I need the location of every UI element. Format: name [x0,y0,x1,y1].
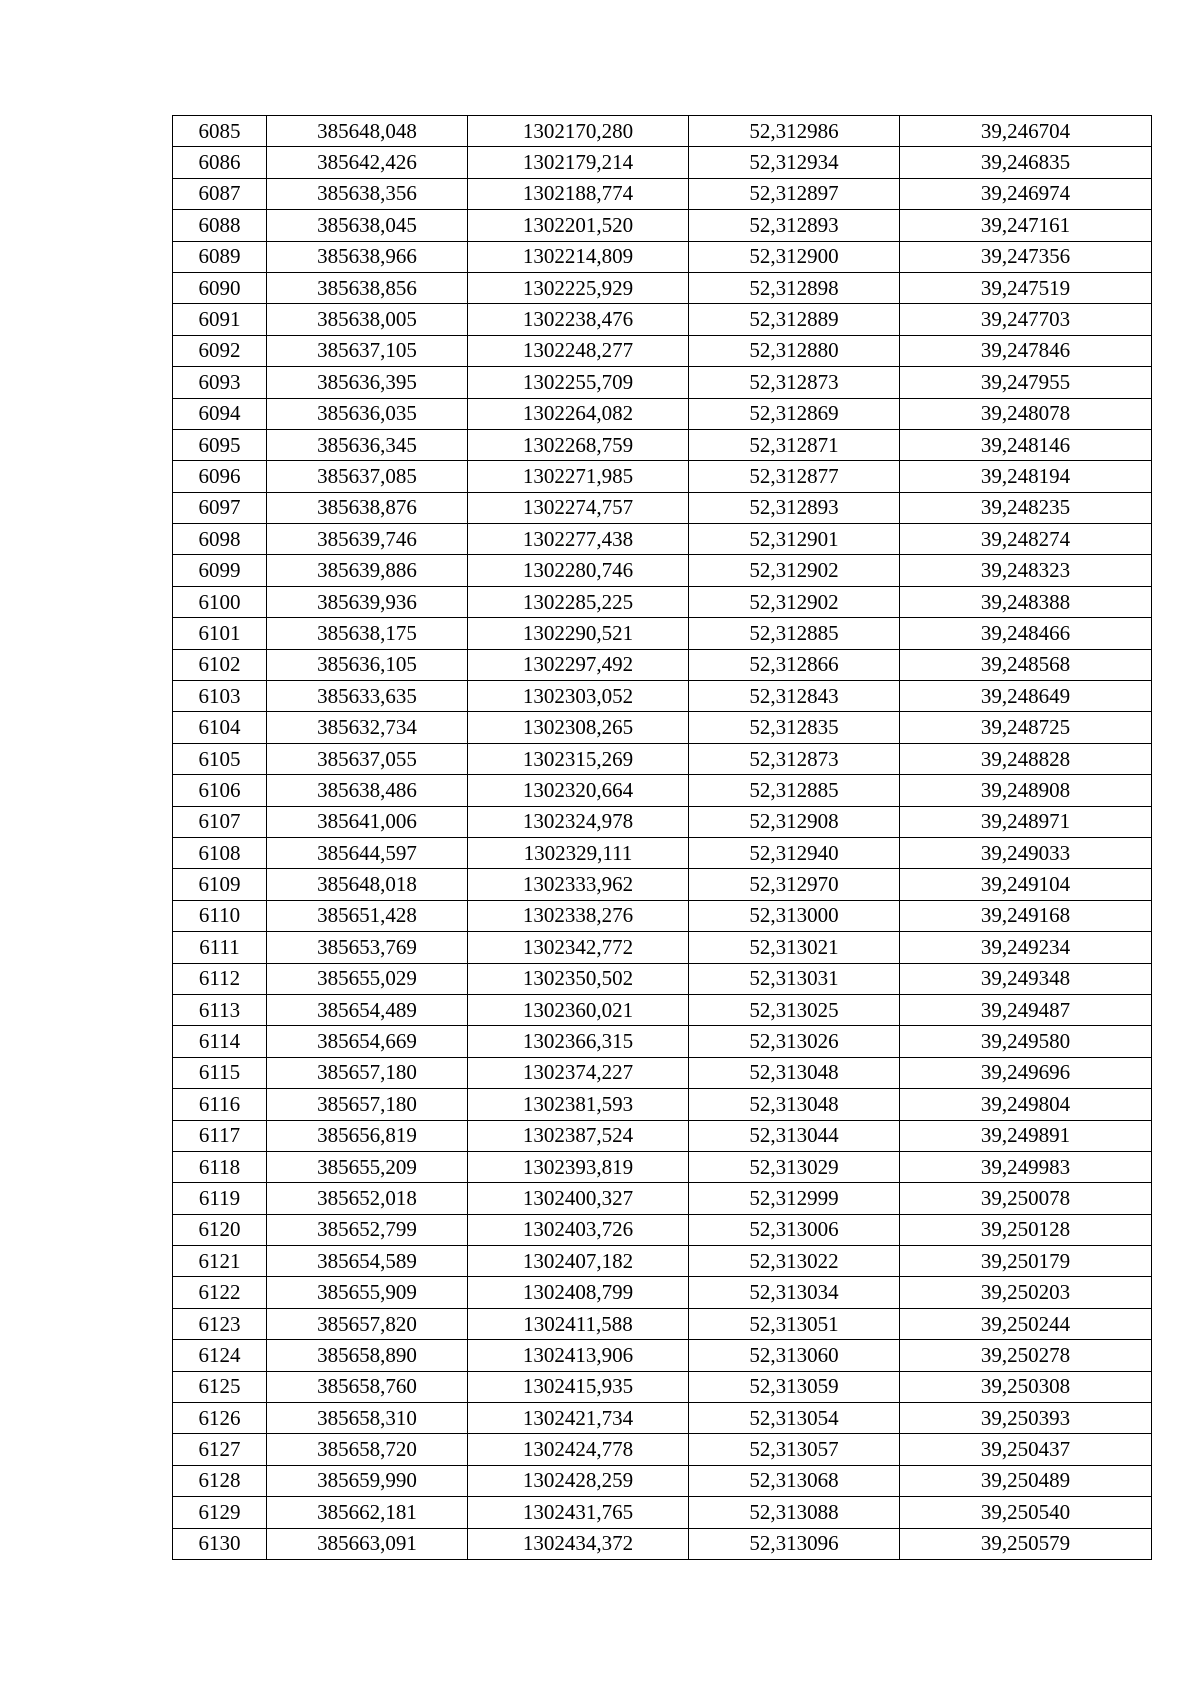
point-number-cell: 6111 [173,932,267,963]
x-coordinate-cell: 385642,426 [267,147,468,178]
longitude-cell: 39,250128 [900,1214,1152,1245]
latitude-cell: 52,312843 [689,681,900,712]
x-coordinate-cell: 385653,769 [267,932,468,963]
longitude-cell: 39,249696 [900,1057,1152,1088]
table-row [173,869,1152,900]
longitude-cell: 39,250179 [900,1246,1152,1277]
point-number-cell: 6118 [173,1151,267,1182]
point-number-cell: 6106 [173,775,267,806]
y-coordinate-cell: 1302268,759 [468,429,689,460]
y-coordinate-cell: 1302366,315 [468,1026,689,1057]
latitude-cell: 52,313096 [689,1528,900,1559]
x-coordinate-cell: 385632,734 [267,712,468,743]
point-number-cell: 6097 [173,492,267,523]
y-coordinate-cell: 1302274,757 [468,492,689,523]
longitude-cell: 39,249487 [900,994,1152,1025]
y-coordinate-cell: 1302415,935 [468,1371,689,1402]
table-row [173,147,1152,178]
longitude-cell: 39,248908 [900,775,1152,806]
coordinates-table-body [173,116,1152,1560]
table-row [173,932,1152,963]
y-coordinate-cell: 1302271,985 [468,461,689,492]
table-row [173,1183,1152,1214]
table-row [173,1497,1152,1528]
longitude-cell: 39,247703 [900,304,1152,335]
table-row [173,1089,1152,1120]
latitude-cell: 52,313034 [689,1277,900,1308]
y-coordinate-cell: 1302214,809 [468,241,689,272]
latitude-cell: 52,312902 [689,586,900,617]
latitude-cell: 52,312901 [689,524,900,555]
x-coordinate-cell: 385655,029 [267,963,468,994]
table-row [173,461,1152,492]
table-row [173,649,1152,680]
x-coordinate-cell: 385655,909 [267,1277,468,1308]
longitude-cell: 39,246704 [900,116,1152,147]
longitude-cell: 39,250579 [900,1528,1152,1559]
table-row [173,1246,1152,1277]
longitude-cell: 39,249348 [900,963,1152,994]
latitude-cell: 52,313054 [689,1403,900,1434]
point-number-cell: 6120 [173,1214,267,1245]
y-coordinate-cell: 1302381,593 [468,1089,689,1120]
y-coordinate-cell: 1302248,277 [468,335,689,366]
x-coordinate-cell: 385638,045 [267,210,468,241]
table-row [173,492,1152,523]
table-row [173,1120,1152,1151]
latitude-cell: 52,313048 [689,1089,900,1120]
table-row [173,712,1152,743]
table-row [173,837,1152,868]
y-coordinate-cell: 1302238,476 [468,304,689,335]
longitude-cell: 39,248568 [900,649,1152,680]
table-row [173,178,1152,209]
longitude-cell: 39,250540 [900,1497,1152,1528]
y-coordinate-cell: 1302350,502 [468,963,689,994]
table-row [173,900,1152,931]
table-row [173,116,1152,147]
y-coordinate-cell: 1302428,259 [468,1465,689,1496]
longitude-cell: 39,248323 [900,555,1152,586]
point-number-cell: 6105 [173,743,267,774]
longitude-cell: 39,247161 [900,210,1152,241]
table-row [173,1465,1152,1496]
latitude-cell: 52,313006 [689,1214,900,1245]
y-coordinate-cell: 1302333,962 [468,869,689,900]
latitude-cell: 52,313031 [689,963,900,994]
y-coordinate-cell: 1302342,772 [468,932,689,963]
y-coordinate-cell: 1302387,524 [468,1120,689,1151]
x-coordinate-cell: 385656,819 [267,1120,468,1151]
latitude-cell: 52,312999 [689,1183,900,1214]
x-coordinate-cell: 385636,105 [267,649,468,680]
latitude-cell: 52,313059 [689,1371,900,1402]
table-row [173,681,1152,712]
table-row [173,1434,1152,1465]
y-coordinate-cell: 1302400,327 [468,1183,689,1214]
y-coordinate-cell: 1302303,052 [468,681,689,712]
x-coordinate-cell: 385636,345 [267,429,468,460]
latitude-cell: 52,313000 [689,900,900,931]
point-number-cell: 6101 [173,618,267,649]
point-number-cell: 6099 [173,555,267,586]
longitude-cell: 39,250437 [900,1434,1152,1465]
latitude-cell: 52,313029 [689,1151,900,1182]
table-row [173,806,1152,837]
y-coordinate-cell: 1302170,280 [468,116,689,147]
latitude-cell: 52,312893 [689,210,900,241]
y-coordinate-cell: 1302403,726 [468,1214,689,1245]
point-number-cell: 6113 [173,994,267,1025]
y-coordinate-cell: 1302434,372 [468,1528,689,1559]
point-number-cell: 6110 [173,900,267,931]
y-coordinate-cell: 1302264,082 [468,398,689,429]
x-coordinate-cell: 385658,720 [267,1434,468,1465]
point-number-cell: 6085 [173,116,267,147]
point-number-cell: 6095 [173,429,267,460]
point-number-cell: 6088 [173,210,267,241]
x-coordinate-cell: 385639,746 [267,524,468,555]
longitude-cell: 39,248388 [900,586,1152,617]
point-number-cell: 6094 [173,398,267,429]
x-coordinate-cell: 385639,936 [267,586,468,617]
latitude-cell: 52,312940 [689,837,900,868]
latitude-cell: 52,313060 [689,1340,900,1371]
y-coordinate-cell: 1302308,265 [468,712,689,743]
y-coordinate-cell: 1302225,929 [468,272,689,303]
y-coordinate-cell: 1302393,819 [468,1151,689,1182]
x-coordinate-cell: 385636,035 [267,398,468,429]
x-coordinate-cell: 385644,597 [267,837,468,868]
table-row [173,555,1152,586]
x-coordinate-cell: 385641,006 [267,806,468,837]
longitude-cell: 39,248235 [900,492,1152,523]
point-number-cell: 6119 [173,1183,267,1214]
x-coordinate-cell: 385654,489 [267,994,468,1025]
point-number-cell: 6126 [173,1403,267,1434]
point-number-cell: 6130 [173,1528,267,1559]
x-coordinate-cell: 385639,886 [267,555,468,586]
table-row [173,398,1152,429]
latitude-cell: 52,313057 [689,1434,900,1465]
latitude-cell: 52,312986 [689,116,900,147]
longitude-cell: 39,248466 [900,618,1152,649]
x-coordinate-cell: 385637,085 [267,461,468,492]
y-coordinate-cell: 1302315,269 [468,743,689,774]
latitude-cell: 52,312902 [689,555,900,586]
longitude-cell: 39,248078 [900,398,1152,429]
longitude-cell: 39,249033 [900,837,1152,868]
point-number-cell: 6125 [173,1371,267,1402]
table-row [173,994,1152,1025]
latitude-cell: 52,312900 [689,241,900,272]
table-row [173,1057,1152,1088]
point-number-cell: 6114 [173,1026,267,1057]
latitude-cell: 52,312897 [689,178,900,209]
table-row [173,586,1152,617]
table-row [173,963,1152,994]
latitude-cell: 52,312885 [689,618,900,649]
x-coordinate-cell: 385657,820 [267,1308,468,1339]
longitude-cell: 39,249580 [900,1026,1152,1057]
latitude-cell: 52,313068 [689,1465,900,1496]
y-coordinate-cell: 1302280,746 [468,555,689,586]
latitude-cell: 52,312880 [689,335,900,366]
table-row [173,1214,1152,1245]
latitude-cell: 52,312934 [689,147,900,178]
x-coordinate-cell: 385657,180 [267,1089,468,1120]
latitude-cell: 52,313021 [689,932,900,963]
x-coordinate-cell: 385648,048 [267,116,468,147]
table-row [173,1151,1152,1182]
table-row [173,618,1152,649]
y-coordinate-cell: 1302360,021 [468,994,689,1025]
longitude-cell: 39,250078 [900,1183,1152,1214]
x-coordinate-cell: 385637,105 [267,335,468,366]
table-row [173,367,1152,398]
y-coordinate-cell: 1302407,182 [468,1246,689,1277]
table-row [173,1403,1152,1434]
point-number-cell: 6116 [173,1089,267,1120]
longitude-cell: 39,249891 [900,1120,1152,1151]
longitude-cell: 39,249983 [900,1151,1152,1182]
longitude-cell: 39,247519 [900,272,1152,303]
y-coordinate-cell: 1302324,978 [468,806,689,837]
point-number-cell: 6086 [173,147,267,178]
x-coordinate-cell: 385652,799 [267,1214,468,1245]
longitude-cell: 39,250489 [900,1465,1152,1496]
point-number-cell: 6124 [173,1340,267,1371]
point-number-cell: 6109 [173,869,267,900]
y-coordinate-cell: 1302285,225 [468,586,689,617]
latitude-cell: 52,312893 [689,492,900,523]
x-coordinate-cell: 385658,310 [267,1403,468,1434]
y-coordinate-cell: 1302320,664 [468,775,689,806]
longitude-cell: 39,248649 [900,681,1152,712]
longitude-cell: 39,248828 [900,743,1152,774]
point-number-cell: 6089 [173,241,267,272]
latitude-cell: 52,312877 [689,461,900,492]
y-coordinate-cell: 1302431,765 [468,1497,689,1528]
latitude-cell: 52,313022 [689,1246,900,1277]
latitude-cell: 52,312889 [689,304,900,335]
x-coordinate-cell: 385638,856 [267,272,468,303]
latitude-cell: 52,312873 [689,743,900,774]
coordinates-table [172,115,1152,1560]
point-number-cell: 6123 [173,1308,267,1339]
longitude-cell: 39,248194 [900,461,1152,492]
table-row [173,272,1152,303]
y-coordinate-cell: 1302413,906 [468,1340,689,1371]
point-number-cell: 6102 [173,649,267,680]
y-coordinate-cell: 1302297,492 [468,649,689,680]
x-coordinate-cell: 385657,180 [267,1057,468,1088]
y-coordinate-cell: 1302424,778 [468,1434,689,1465]
x-coordinate-cell: 385651,428 [267,900,468,931]
table-row [173,1277,1152,1308]
point-number-cell: 6091 [173,304,267,335]
longitude-cell: 39,248274 [900,524,1152,555]
table-row [173,743,1152,774]
y-coordinate-cell: 1302201,520 [468,210,689,241]
point-number-cell: 6129 [173,1497,267,1528]
point-number-cell: 6104 [173,712,267,743]
y-coordinate-cell: 1302277,438 [468,524,689,555]
latitude-cell: 52,313026 [689,1026,900,1057]
table-row [173,524,1152,555]
x-coordinate-cell: 385636,395 [267,367,468,398]
longitude-cell: 39,246835 [900,147,1152,178]
point-number-cell: 6122 [173,1277,267,1308]
table-row [173,429,1152,460]
x-coordinate-cell: 385654,589 [267,1246,468,1277]
y-coordinate-cell: 1302179,214 [468,147,689,178]
table-row [173,1528,1152,1559]
point-number-cell: 6087 [173,178,267,209]
y-coordinate-cell: 1302329,111 [468,837,689,868]
point-number-cell: 6115 [173,1057,267,1088]
latitude-cell: 52,312885 [689,775,900,806]
latitude-cell: 52,312898 [689,272,900,303]
longitude-cell: 39,249234 [900,932,1152,963]
x-coordinate-cell: 385638,356 [267,178,468,209]
table-row [173,1026,1152,1057]
table-row [173,210,1152,241]
table-row [173,775,1152,806]
table-row [173,335,1152,366]
x-coordinate-cell: 385648,018 [267,869,468,900]
point-number-cell: 6092 [173,335,267,366]
x-coordinate-cell: 385658,760 [267,1371,468,1402]
y-coordinate-cell: 1302188,774 [468,178,689,209]
x-coordinate-cell: 385658,890 [267,1340,468,1371]
x-coordinate-cell: 385638,966 [267,241,468,272]
latitude-cell: 52,312970 [689,869,900,900]
table-row [173,241,1152,272]
point-number-cell: 6117 [173,1120,267,1151]
longitude-cell: 39,247356 [900,241,1152,272]
x-coordinate-cell: 385637,055 [267,743,468,774]
longitude-cell: 39,250393 [900,1403,1152,1434]
point-number-cell: 6128 [173,1465,267,1496]
y-coordinate-cell: 1302408,799 [468,1277,689,1308]
point-number-cell: 6100 [173,586,267,617]
point-number-cell: 6098 [173,524,267,555]
table-row [173,1371,1152,1402]
longitude-cell: 39,249804 [900,1089,1152,1120]
longitude-cell: 39,248971 [900,806,1152,837]
x-coordinate-cell: 385654,669 [267,1026,468,1057]
point-number-cell: 6096 [173,461,267,492]
y-coordinate-cell: 1302411,588 [468,1308,689,1339]
latitude-cell: 52,312866 [689,649,900,680]
x-coordinate-cell: 385638,876 [267,492,468,523]
x-coordinate-cell: 385652,018 [267,1183,468,1214]
x-coordinate-cell: 385638,175 [267,618,468,649]
longitude-cell: 39,250203 [900,1277,1152,1308]
point-number-cell: 6121 [173,1246,267,1277]
longitude-cell: 39,250244 [900,1308,1152,1339]
longitude-cell: 39,249104 [900,869,1152,900]
latitude-cell: 52,312873 [689,367,900,398]
y-coordinate-cell: 1302374,227 [468,1057,689,1088]
longitude-cell: 39,248725 [900,712,1152,743]
longitude-cell: 39,249168 [900,900,1152,931]
x-coordinate-cell: 385638,005 [267,304,468,335]
latitude-cell: 52,313088 [689,1497,900,1528]
table-row [173,1340,1152,1371]
y-coordinate-cell: 1302255,709 [468,367,689,398]
point-number-cell: 6112 [173,963,267,994]
latitude-cell: 52,313025 [689,994,900,1025]
y-coordinate-cell: 1302338,276 [468,900,689,931]
x-coordinate-cell: 385663,091 [267,1528,468,1559]
longitude-cell: 39,246974 [900,178,1152,209]
longitude-cell: 39,250278 [900,1340,1152,1371]
table-row [173,304,1152,335]
table-row [173,1308,1152,1339]
y-coordinate-cell: 1302290,521 [468,618,689,649]
point-number-cell: 6093 [173,367,267,398]
longitude-cell: 39,247846 [900,335,1152,366]
x-coordinate-cell: 385655,209 [267,1151,468,1182]
longitude-cell: 39,248146 [900,429,1152,460]
latitude-cell: 52,312869 [689,398,900,429]
x-coordinate-cell: 385633,635 [267,681,468,712]
point-number-cell: 6127 [173,1434,267,1465]
latitude-cell: 52,313044 [689,1120,900,1151]
point-number-cell: 6107 [173,806,267,837]
latitude-cell: 52,313051 [689,1308,900,1339]
latitude-cell: 52,312871 [689,429,900,460]
x-coordinate-cell: 385662,181 [267,1497,468,1528]
latitude-cell: 52,312835 [689,712,900,743]
point-number-cell: 6090 [173,272,267,303]
longitude-cell: 39,247955 [900,367,1152,398]
latitude-cell: 52,312908 [689,806,900,837]
point-number-cell: 6103 [173,681,267,712]
y-coordinate-cell: 1302421,734 [468,1403,689,1434]
x-coordinate-cell: 385659,990 [267,1465,468,1496]
point-number-cell: 6108 [173,837,267,868]
x-coordinate-cell: 385638,486 [267,775,468,806]
longitude-cell: 39,250308 [900,1371,1152,1402]
latitude-cell: 52,313048 [689,1057,900,1088]
